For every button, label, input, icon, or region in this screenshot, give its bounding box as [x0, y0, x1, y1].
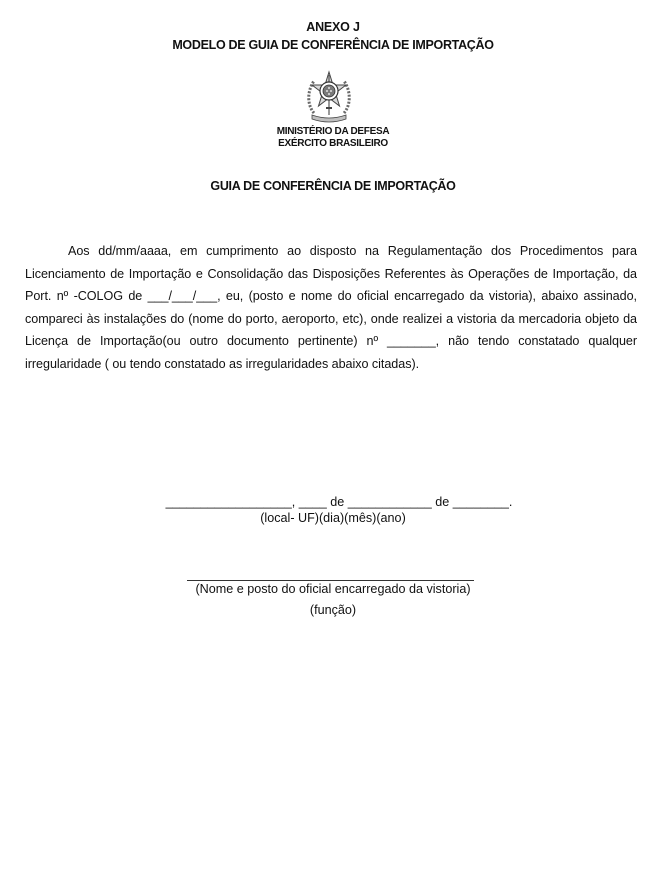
signature-name-label: (Nome e posto do oficial encarregado da vistoria) — [195, 582, 471, 596]
date-place-line: __________________, ____ de ____________ de ________. — [165, 495, 513, 509]
body-paragraph: Aos dd/mm/aaaa, em cumprimento ao disposto na Regulamentação dos Procedimentos para Licenciamento de Importação e Consolidação das Disposições Referentes às Operações de Importação, da Port. nº -COLOG de ___/___/___, eu, (posto e nome do oficial encarregado da vistoria), abaixo assinado, compareci às instalações do (nome do porto, aeroporto, etc), onde realizei a vistoria da mercadoria objeto da Licença de Importação(ou outro documento pertinente) nº _______, não tendo constatado qualquer irregularidade ( ou tendo constatado as irregularidades abaixo citadas). — [25, 244, 637, 371]
army-name: EXÉRCITO BRASILEIRO — [278, 138, 388, 149]
annex-title: ANEXO J — [306, 20, 360, 34]
brazil-coat-of-arms-icon — [304, 69, 354, 125]
signature-role-label: (função) — [309, 603, 357, 617]
date-place-legend: (local- UF)(dia)(mês)(ano) — [260, 511, 406, 525]
document-title: GUIA DE CONFERÊNCIA DE IMPORTAÇÃO — [210, 179, 456, 193]
ministry-name: MINISTÉRIO DA DEFESA — [276, 126, 390, 137]
model-title: MODELO DE GUIA DE CONFERÊNCIA DE IMPORTAÇÃO — [172, 38, 494, 52]
